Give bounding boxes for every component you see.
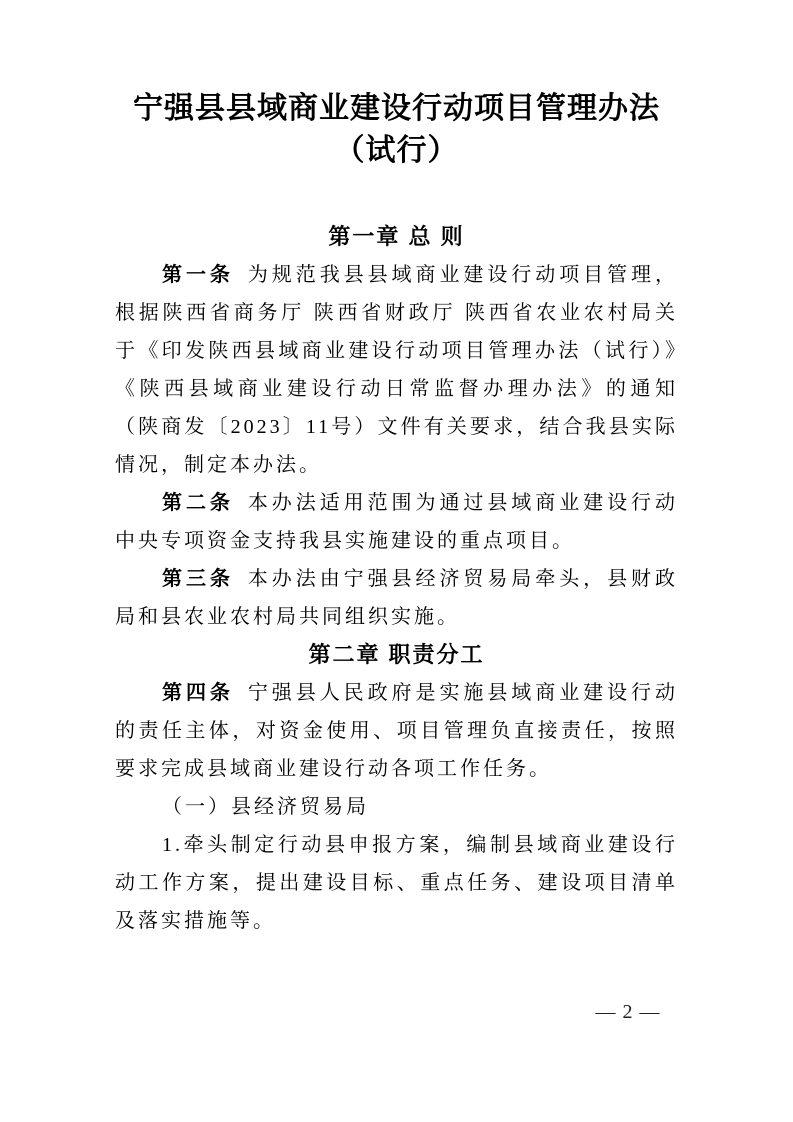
- chapter-2-heading: 第二章 职责分工: [308, 642, 485, 667]
- article-1-label: 第一条: [162, 264, 234, 286]
- article-1-text: 为规范我县县域商业建设行动项目管理，根据陕西省商务厅 陕西省财政厅 陕西省农业农村局关于《印发陕西县域商业建设行动项目管理办法（试行）》《陕西县域商业建设行动日常监督办理办法》的通知（陕商发〔2023〕11号）文件有关要求，结合我县实际情况，制定本办法。: [115, 264, 679, 476]
- article-3-label: 第三条: [162, 568, 234, 590]
- article-2-text: 本办法适用范围为通过县域商业建设行动中央专项资金支持我县实施建设的重点项目。: [115, 492, 679, 552]
- article-3-text: 本办法由宁强县经济贸易局牵头，县财政局和县农业农村局共同组织实施。: [115, 568, 679, 628]
- list-item-1: [115, 826, 678, 940]
- title-line-1: 宁强县县域商业建设行动项目管理办法: [133, 92, 660, 125]
- chapter-1-heading: 第一章 总 则: [328, 224, 465, 249]
- document-content: [115, 88, 678, 940]
- article-1: [115, 256, 678, 484]
- document-title: [115, 88, 678, 172]
- subsection-1-heading: [115, 788, 678, 826]
- title-line-2: （试行）: [334, 134, 459, 167]
- article-3: [115, 560, 678, 636]
- list-item-1-text: 1.牵头制定行动县申报方案，编制县域商业建设行动工作方案，提出建设目标、重点任务、建设项目清单及落实措施等。: [115, 834, 678, 932]
- page-number: — 2 —: [595, 1001, 661, 1023]
- subsection-1-text: （一）县经济贸易局: [162, 796, 369, 818]
- article-2: [115, 484, 678, 560]
- article-4-text: 宁强县人民政府是实施县域商业建设行动的责任主体，对资金使用、项目管理负直接责任，按照要求完成县域商业建设行动各项工作任务。: [115, 682, 679, 780]
- article-2-label: 第二条: [162, 492, 234, 514]
- article-4: [115, 674, 678, 788]
- article-4-label: 第四条: [162, 682, 234, 704]
